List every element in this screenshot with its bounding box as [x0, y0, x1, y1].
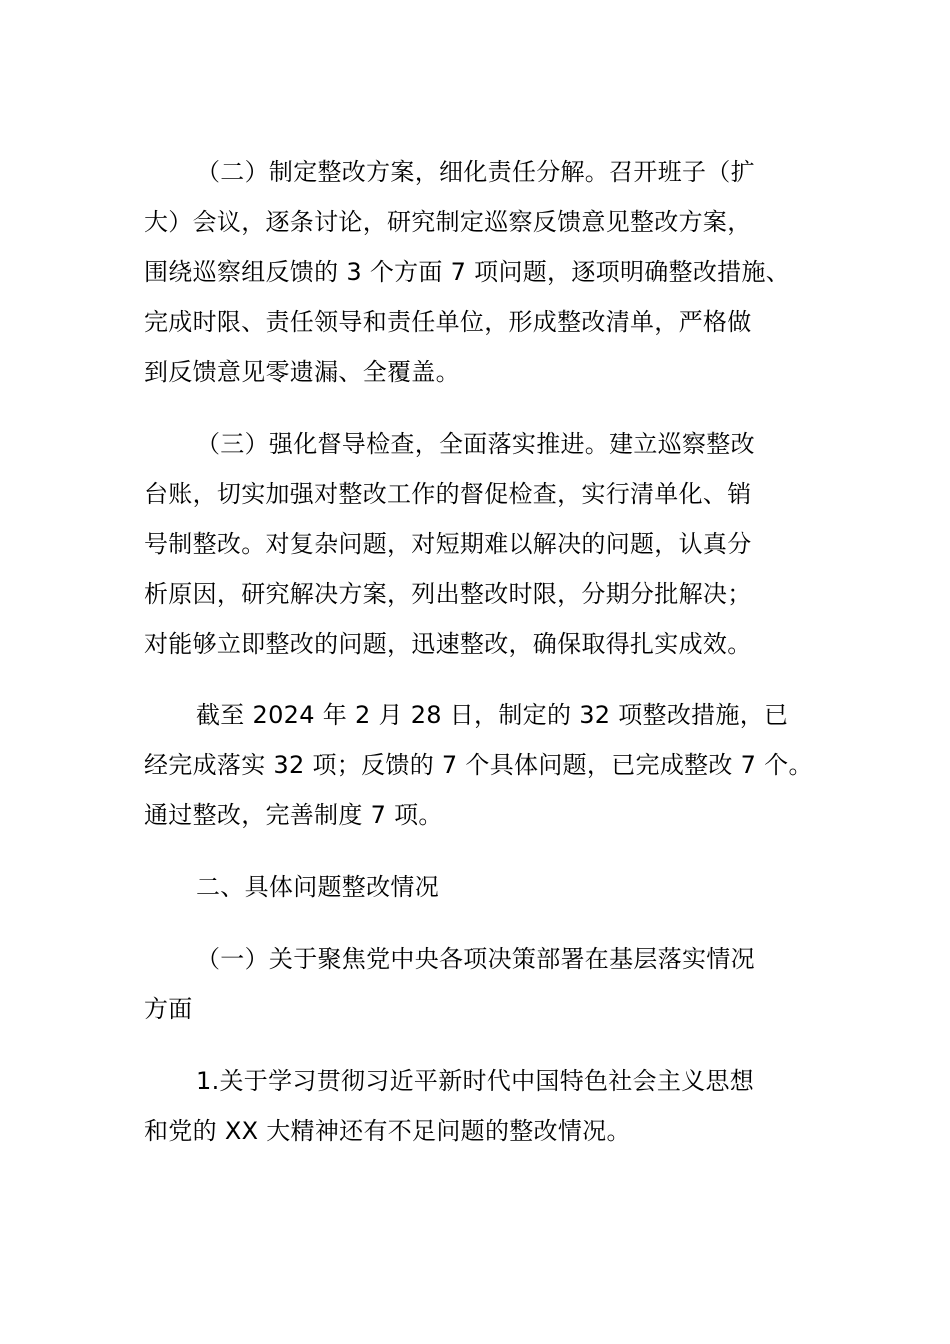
text-line: （三）强化督导检查，全面落实推进。建立巡察整改 [196, 430, 755, 458]
text-line: 通过整改，完善制度 7 项。 [144, 801, 443, 829]
text-line: 方面 [144, 995, 193, 1023]
item-heading [144, 1056, 824, 1156]
section-heading [144, 862, 824, 912]
text-line: 围绕巡察组反馈的 3 个方面 7 项问题，逐项明确整改措施、 [144, 258, 791, 286]
text-line: 大）会议，逐条讨论，研究制定巡察反馈意见整改方案， [144, 208, 752, 236]
text-line: 二、具体问题整改情况 [196, 873, 439, 901]
text-line: 和党的 XX 大精神还有不足问题的整改情况。 [144, 1117, 631, 1145]
paragraph-rectification-plan [144, 147, 824, 397]
text-line: 截至 2024 年 2 月 28 日，制定的 32 项整改措施，已 [196, 701, 789, 729]
text-line: 1.关于学习贯彻习近平新时代中国特色社会主义思想 [196, 1067, 755, 1095]
paragraph-supervision-inspection [144, 419, 824, 669]
text-line: 对能够立即整改的问题，迅速整改，确保取得扎实成效。 [144, 630, 752, 658]
text-line: 析原因，研究解决方案，列出整改时限，分期分批解决； [144, 580, 752, 608]
text-line: （一）关于聚焦党中央各项决策部署在基层落实情况 [196, 945, 755, 973]
text-line: 完成时限、责任领导和责任单位，形成整改清单，严格做 [144, 308, 752, 336]
text-line: 经完成落实 32 项；反馈的 7 个具体问题，已完成整改 7 个。 [144, 751, 813, 779]
text-line: （二）制定整改方案，细化责任分解。召开班子（扩 [196, 158, 755, 186]
text-line: 号制整改。对复杂问题，对短期难以解决的问题，认真分 [144, 530, 752, 558]
paragraph-progress-summary [144, 690, 824, 840]
text-line: 台账，切实加强对整改工作的督促检查，实行清单化、销 [144, 480, 752, 508]
text-line: 到反馈意见零遗漏、全覆盖。 [144, 358, 460, 386]
subsection-heading [144, 934, 824, 1034]
